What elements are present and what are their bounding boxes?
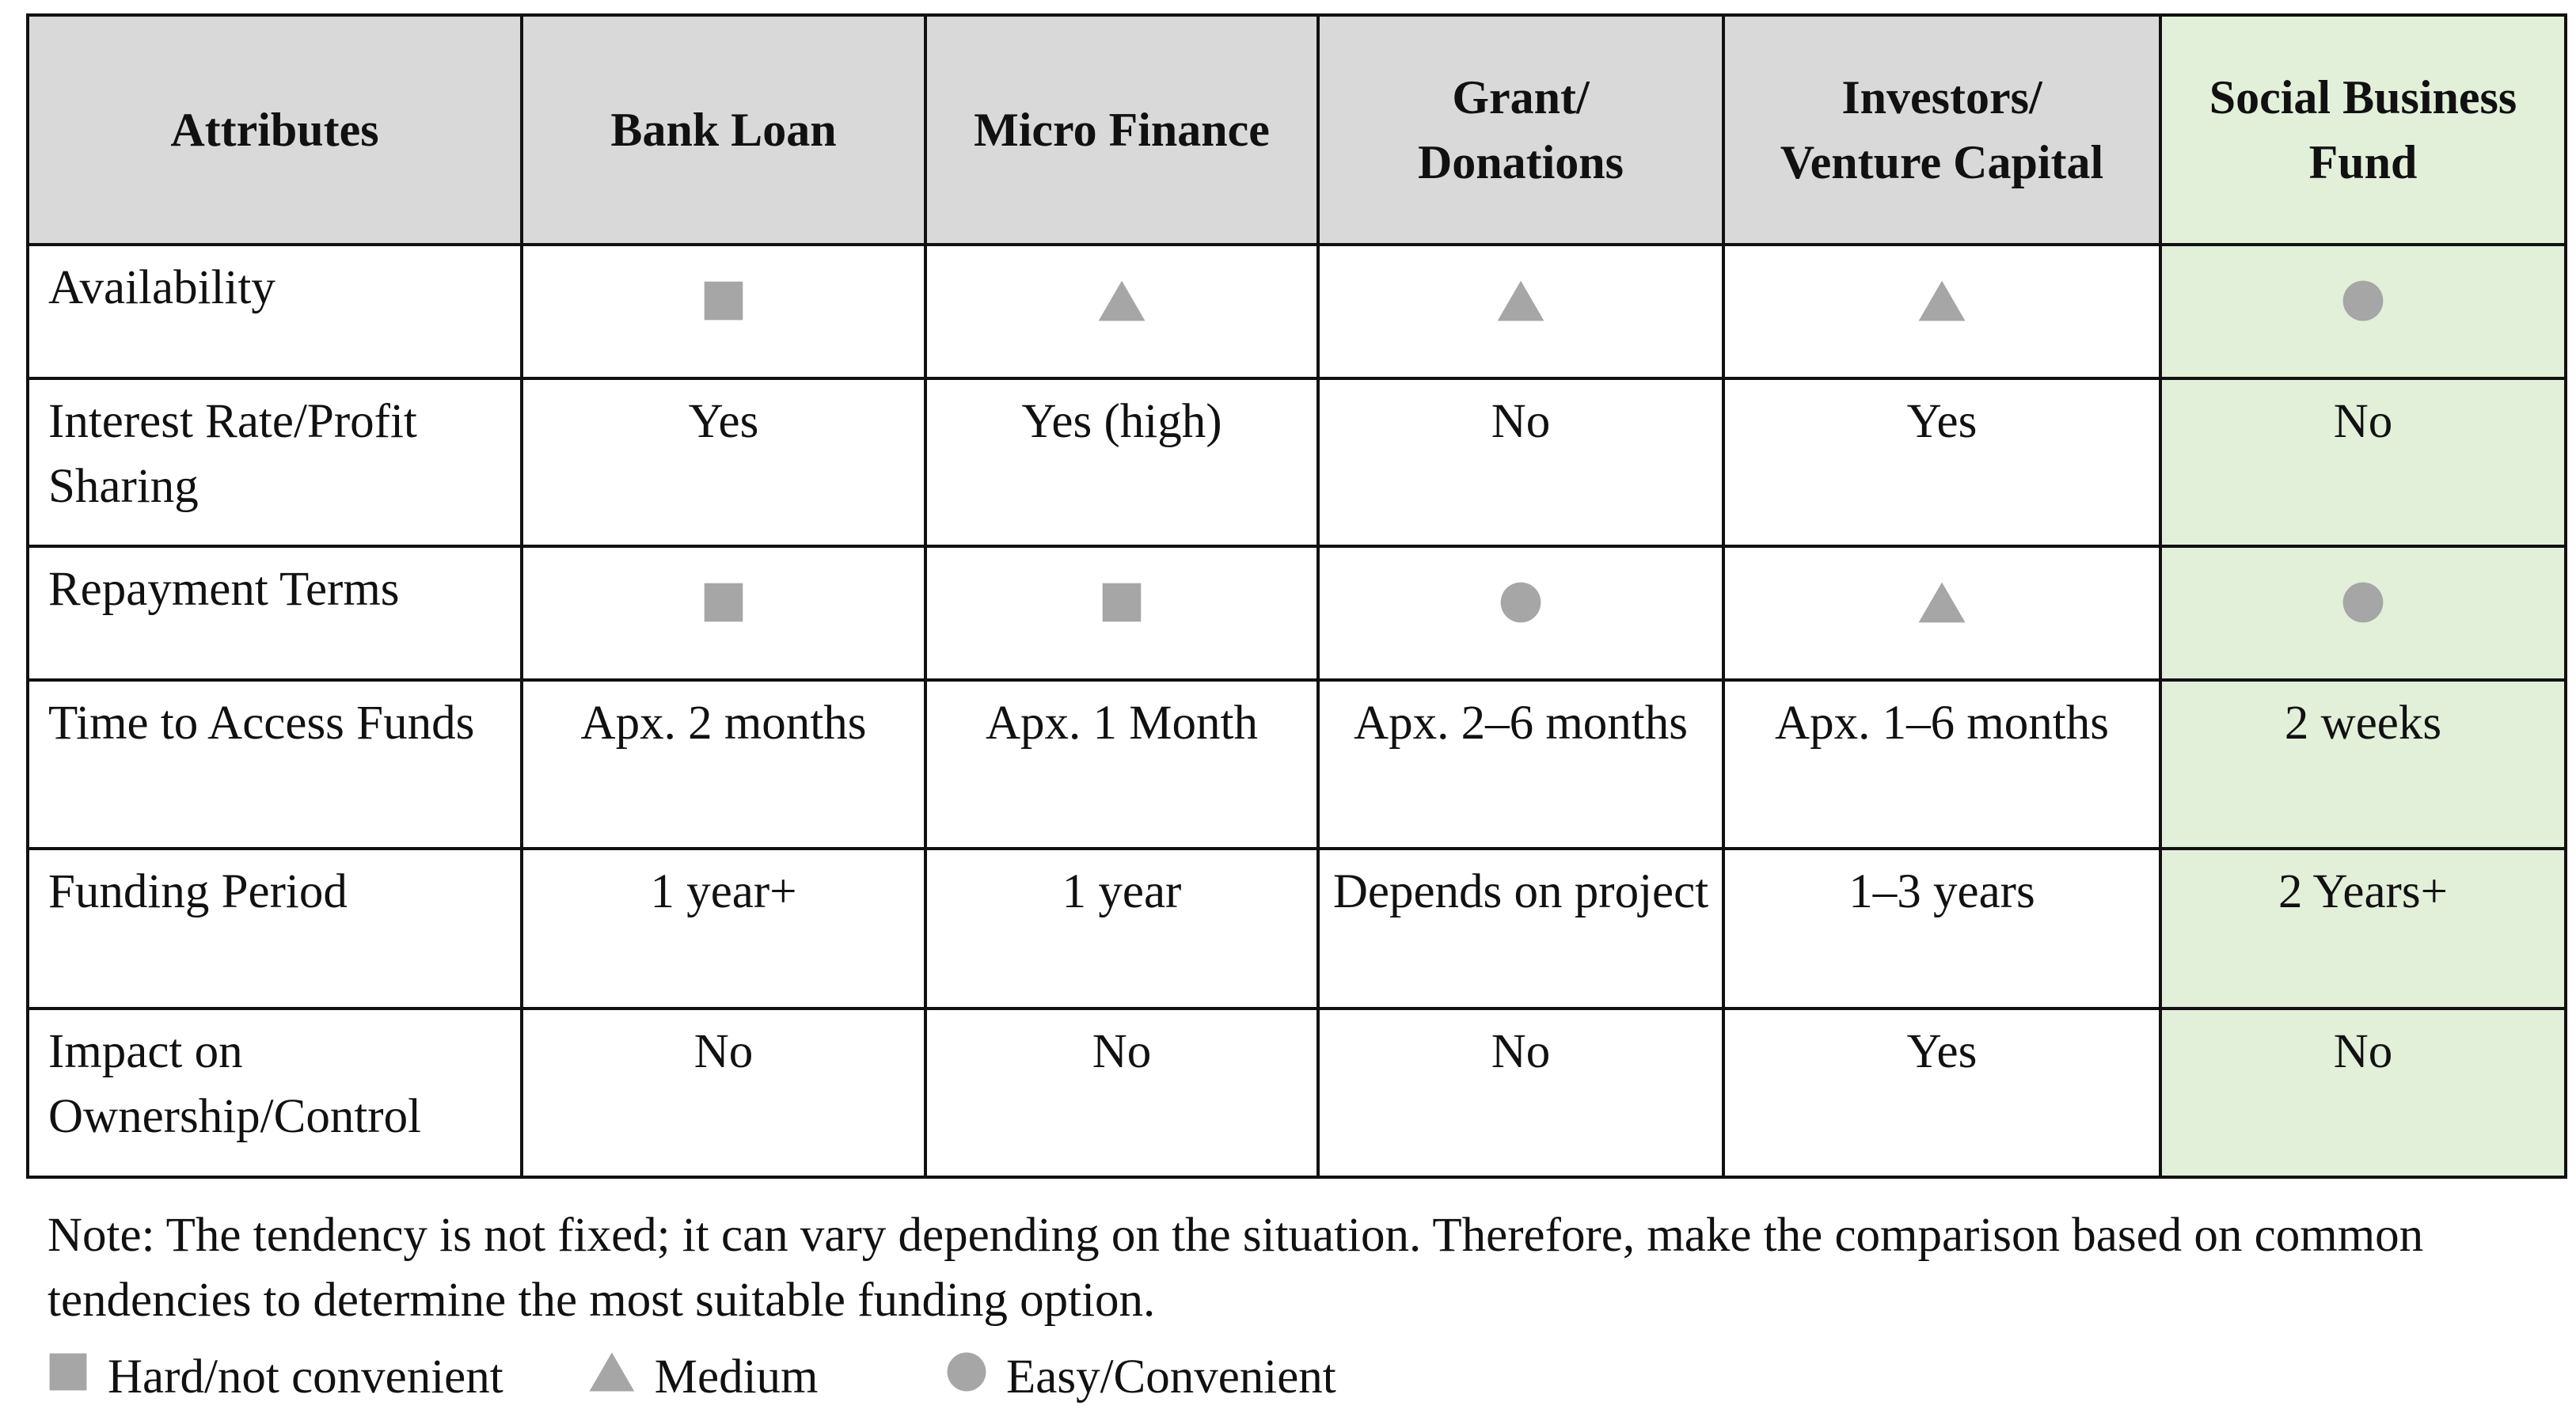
triangle-icon	[1097, 279, 1146, 322]
table-cell	[2160, 245, 2566, 378]
circle-icon	[946, 1346, 1006, 1409]
circle-icon	[2342, 581, 2384, 624]
row-attribute-label: Impact on Ownership/Control	[28, 1009, 522, 1177]
table-cell: No	[2160, 378, 2566, 547]
header-investors-vc: Investors/ Venture Capital	[1723, 15, 2160, 245]
header-row	[28, 15, 2566, 245]
table-cell	[522, 245, 925, 378]
table-cell: 1–3 years	[1723, 849, 2160, 1009]
triangle-icon	[1496, 279, 1545, 322]
table-cell	[1318, 245, 1723, 378]
legend-label-medium: Medium	[654, 1351, 819, 1404]
row-attribute-label: Interest Rate/Profit Sharing	[28, 378, 522, 547]
header-bank-loan: Bank Loan	[522, 15, 925, 245]
square-icon	[702, 279, 745, 322]
row-attribute-label: Repayment Terms	[28, 546, 522, 680]
table-cell: No	[1318, 378, 1723, 547]
square-icon	[47, 1346, 108, 1409]
header-grant-donations: Grant/ Donations	[1318, 15, 1723, 245]
triangle-icon	[1917, 279, 1966, 322]
circle-icon	[1499, 581, 1542, 624]
header-attributes: Attributes	[28, 15, 522, 245]
table-cell	[925, 546, 1318, 680]
table-cell: No	[1318, 1009, 1723, 1177]
table-row-funding-period	[28, 849, 2566, 1009]
table-cell: Apx. 1–6 months	[1723, 680, 2160, 849]
table-cell: Apx. 2–6 months	[1318, 680, 1723, 849]
header-social-business-fund: Social Business Fund	[2160, 15, 2566, 245]
table-cell: No	[2160, 1009, 2566, 1177]
table-row-repayment-terms	[28, 546, 2566, 680]
table-cell: 1 year	[925, 849, 1318, 1009]
table-cell	[2160, 546, 2566, 680]
table-row-interest-rate-profit-sharing	[28, 378, 2566, 547]
funding-comparison-table	[26, 13, 2567, 1179]
header-micro-finance: Micro Finance	[925, 15, 1318, 245]
square-icon	[1100, 581, 1143, 624]
table-cell: Yes	[1723, 378, 2160, 547]
row-attribute-label: Funding Period	[28, 849, 522, 1009]
table-cell: 2 Years+	[2160, 849, 2566, 1009]
table-row-availability	[28, 245, 2566, 378]
table-cell	[522, 546, 925, 680]
table-cell: Depends on project	[1318, 849, 1723, 1009]
table-note: Note: The tendency is not fixed; it can vary depending on the situation. Therefore, make the comparison based on common tendencies to determine the most suitable funding option.	[47, 1209, 2424, 1327]
table-cell: Yes (high)	[925, 378, 1318, 547]
legend-label-easy: Easy/Convenient	[1006, 1351, 1336, 1404]
table-cell: No	[925, 1009, 1318, 1177]
table-cell: No	[522, 1009, 925, 1177]
triangle-icon	[588, 1346, 655, 1409]
table-row-impact-on-ownership-control	[28, 1009, 2566, 1177]
table-cell	[1723, 245, 2160, 378]
legend-item-easy	[946, 1346, 1336, 1409]
square-icon	[702, 581, 745, 624]
table-cell: Yes	[522, 378, 925, 547]
table-cell: Yes	[1723, 1009, 2160, 1177]
row-attribute-label: Time to Access Funds	[28, 680, 522, 849]
table-body	[28, 245, 2566, 1177]
table-cell	[1318, 546, 1723, 680]
table-cell	[1723, 546, 2160, 680]
table-cell: 1 year+	[522, 849, 925, 1009]
table-cell: 2 weeks	[2160, 680, 2566, 849]
circle-icon	[2342, 279, 2384, 322]
legend-label-hard: Hard/not convenient	[108, 1351, 503, 1404]
table-cell: Apx. 2 months	[522, 680, 925, 849]
table-cell	[925, 245, 1318, 378]
legend-item-hard	[47, 1346, 503, 1409]
row-attribute-label: Availability	[28, 245, 522, 378]
table-cell: Apx. 1 Month	[925, 680, 1318, 849]
triangle-icon	[1917, 581, 1966, 624]
table-row-time-to-access-funds	[28, 680, 2566, 849]
legend-item-medium	[588, 1346, 819, 1409]
